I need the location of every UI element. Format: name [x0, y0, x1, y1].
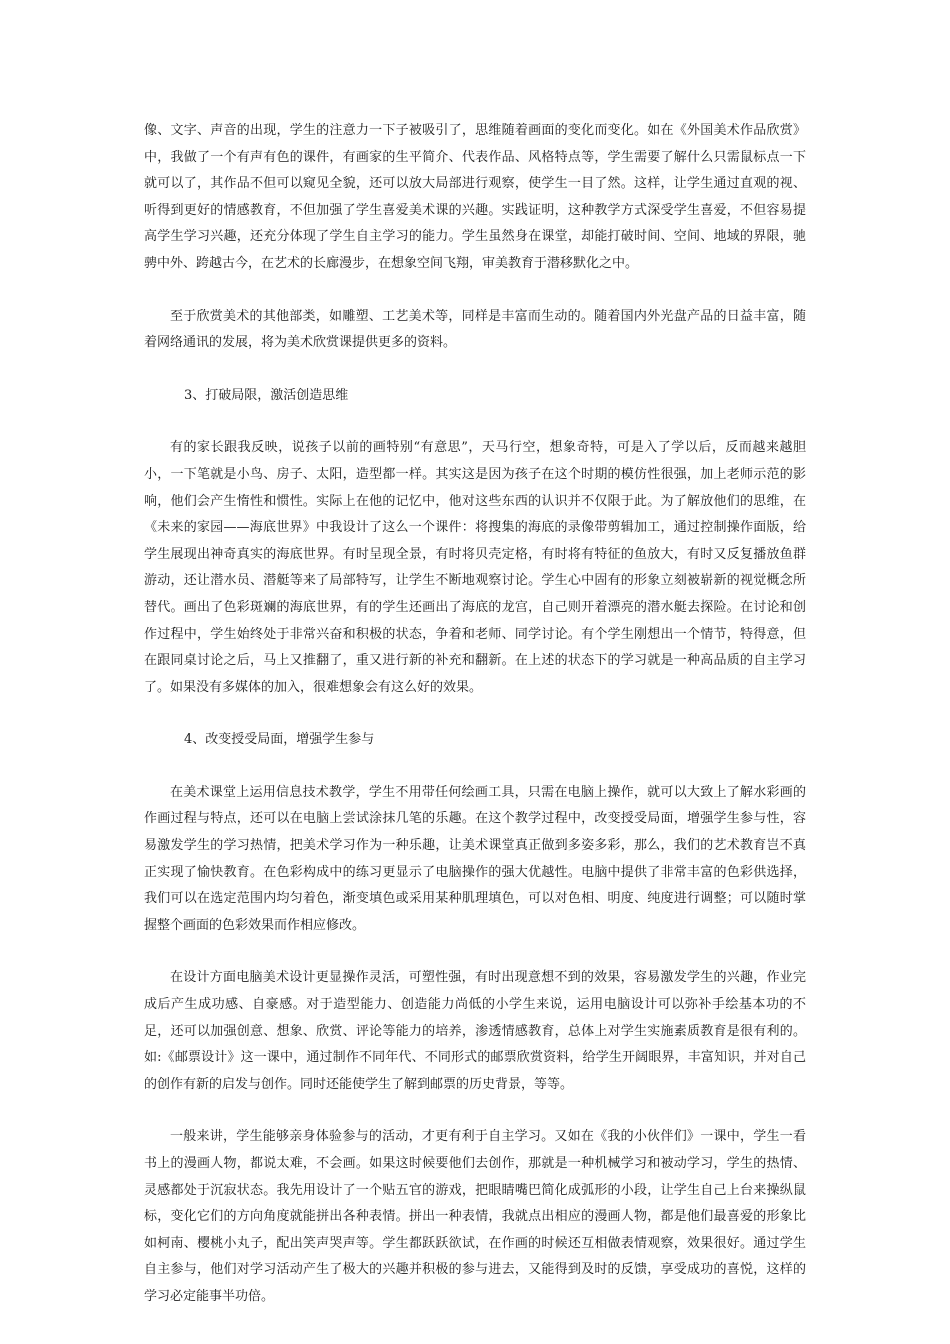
paragraph-3: 有的家长跟我反映，说孩子以前的画特别“有意思”，天马行空，想象奇特，可是入了学以后，反而越来越胆小，一下笔就是小鸟、房子、太阳，造型都一样。其实这是因为孩子在这个时期的模仿性很强，加上老师示范的影响，他们会产生惰性和惯性。实际上在他的记忆中，他对这些东西的认识并不仅限于此。为了解放他们的思维，在《未来的家园——海底世界》中我设计了这么一个课件：将搜集的海底的录像带剪辑加工，通过控制操作面版，给学生展现出神奇真实的海底世界。有时呈现全景，有时将贝壳定格，有时将有特征的鱼放大，有时又反复播放鱼群游动，还让潜水员、潜艇等来了局部特写，让学生不断地观察讨论。学生心中固有的形象立刻被崭新的视觉概念所替代。画出了色彩斑斓的海底世界，有的学生还画出了海底的龙宫，自己则开着漂亮的潜水艇去探险。在讨论和创作过程中，学生始终处于非常兴奋和积极的状态，争着和老师、同学讨论。有个学生刚想出一个情节，特得意，但在跟同桌讨论之后，马上又推翻了，重又进行新的补充和翻新。在上述的状态下的学习就是一种高品质的自主学习了。如果没有多媒体的加入，很难想象会有这么好的效果。: [144, 440, 806, 695]
paragraph-6: 一般来讲，学生能够亲身体验参与的活动，才更有利于自主学习。又如在《我的小伙伴们》一课中，学生一看书上的漫画人物，都说太难，不会画。如果这时候要他们去创作，那就是一种机械学习和被动学习，学生的热情、灵感都处于沉寂状态。我先用设计了一个贴五官的游戏，把眼睛嘴巴简化成弧形的小段，让学生自己上台来操纵鼠标，变化它们的方向角度就能拼出各种表情。拼出一种表情，我就点出相应的漫画人物，都是他们最喜爱的形象比如柯南、樱桃小丸子，配出笑声哭声等。学生都跃跃欲试，在作画的时候还互相做表情观察，效果很好。通过学生自主参与，他们对学习活动产生了极大的兴趣并积极的参与进去，又能得到及时的反馈，享受成功的喜悦，这样的学习必定能事半功倍。: [144, 1129, 806, 1304]
document-body: [144, 118, 806, 1311]
paragraph-2: 至于欣赏美术的其他部类，如雕塑、工艺美术等，同样是丰富而生动的。随着国内外光盘产品的日益丰富，随着网络通讯的发展，将为美术欣赏课提供更多的资料。: [144, 308, 806, 351]
section-heading-4: 4、改变授受局面，增强学生参与: [184, 732, 375, 748]
paragraph-gap: [144, 939, 806, 965]
paragraph-gap: [144, 754, 806, 780]
paragraph-gap: [144, 409, 806, 435]
section-heading-3: 3、打破局限，激活创造思维: [184, 387, 349, 403]
paragraph-gap: [144, 1098, 806, 1124]
paragraph-5: 在设计方面电脑美术设计更显操作灵活，可塑性强，有时出现意想不到的效果，容易激发学生的兴趣，作业完成后产生成功感、自豪感。对于造型能力、创造能力尚低的小学生来说，运用电脑设计可以弥补手绘基本功的不足，还可以加强创意、想象、欣赏、评论等能力的培养，渗透情感教育，总体上对学生实施素质教育是很有利的。如:《邮票设计》这一课中，通过制作不同年代、不同形式的邮票欣赏资料，给学生开阔眼界，丰富知识，并对自己的创作有新的启发与创作。同时还能使学生了解到邮票的历史背景，等等。: [144, 970, 806, 1092]
paragraph-gap: [144, 357, 806, 383]
paragraph-gap: [144, 701, 806, 727]
paragraph-1: 像、文字、声音的出现，学生的注意力一下子被吸引了，思维随着画面的变化而变化。如在《外国美术作品欣赏》中，我做了一个有声有色的课件，有画家的生平简介、代表作品、风格特点等，学生需要了解什么只需鼠标点一下就可以了，其作品不但可以窥见全貌，还可以放大局部进行观察，使学生一目了然。这样，让学生通过直观的视、听得到更好的情感教育，不但加强了学生喜爱美术课的兴趣。实践证明，这种教学方式深受学生喜爱，不但容易提高学生学习兴趣，还充分体现了学生自主学习的能力。学生虽然身在课堂，却能打破时间、空间、地域的界限，驰骋中外、跨越古今，在艺术的长廊漫步，在想象空间飞翔，审美教育于潜移默化之中。: [144, 123, 806, 271]
paragraph-gap: [144, 278, 806, 304]
paragraph-4: 在美术课堂上运用信息技术教学，学生不用带任何绘画工具，只需在电脑上操作，就可以大致上了解水彩画的作画过程与特点，还可以在电脑上尝试涂抹几笔的乐趣。在这个教学过程中，改变授受局面，增强学生参与性，容易激发学生的学习热情，把美术学习作为一种乐趣，让美术课堂真正做到多姿多彩，那么，我们的艺术教育岂不真正实现了愉快教育。在色彩构成中的练习更显示了电脑操作的强大优越性。电脑中提供了非常丰富的色彩供选择，我们可以在选定范围内均匀着色，渐变填色或采用某种肌理填色，可以对色相、明度、纯度进行调整；可以随时掌握整个画面的色彩效果而作相应修改。: [144, 784, 806, 933]
